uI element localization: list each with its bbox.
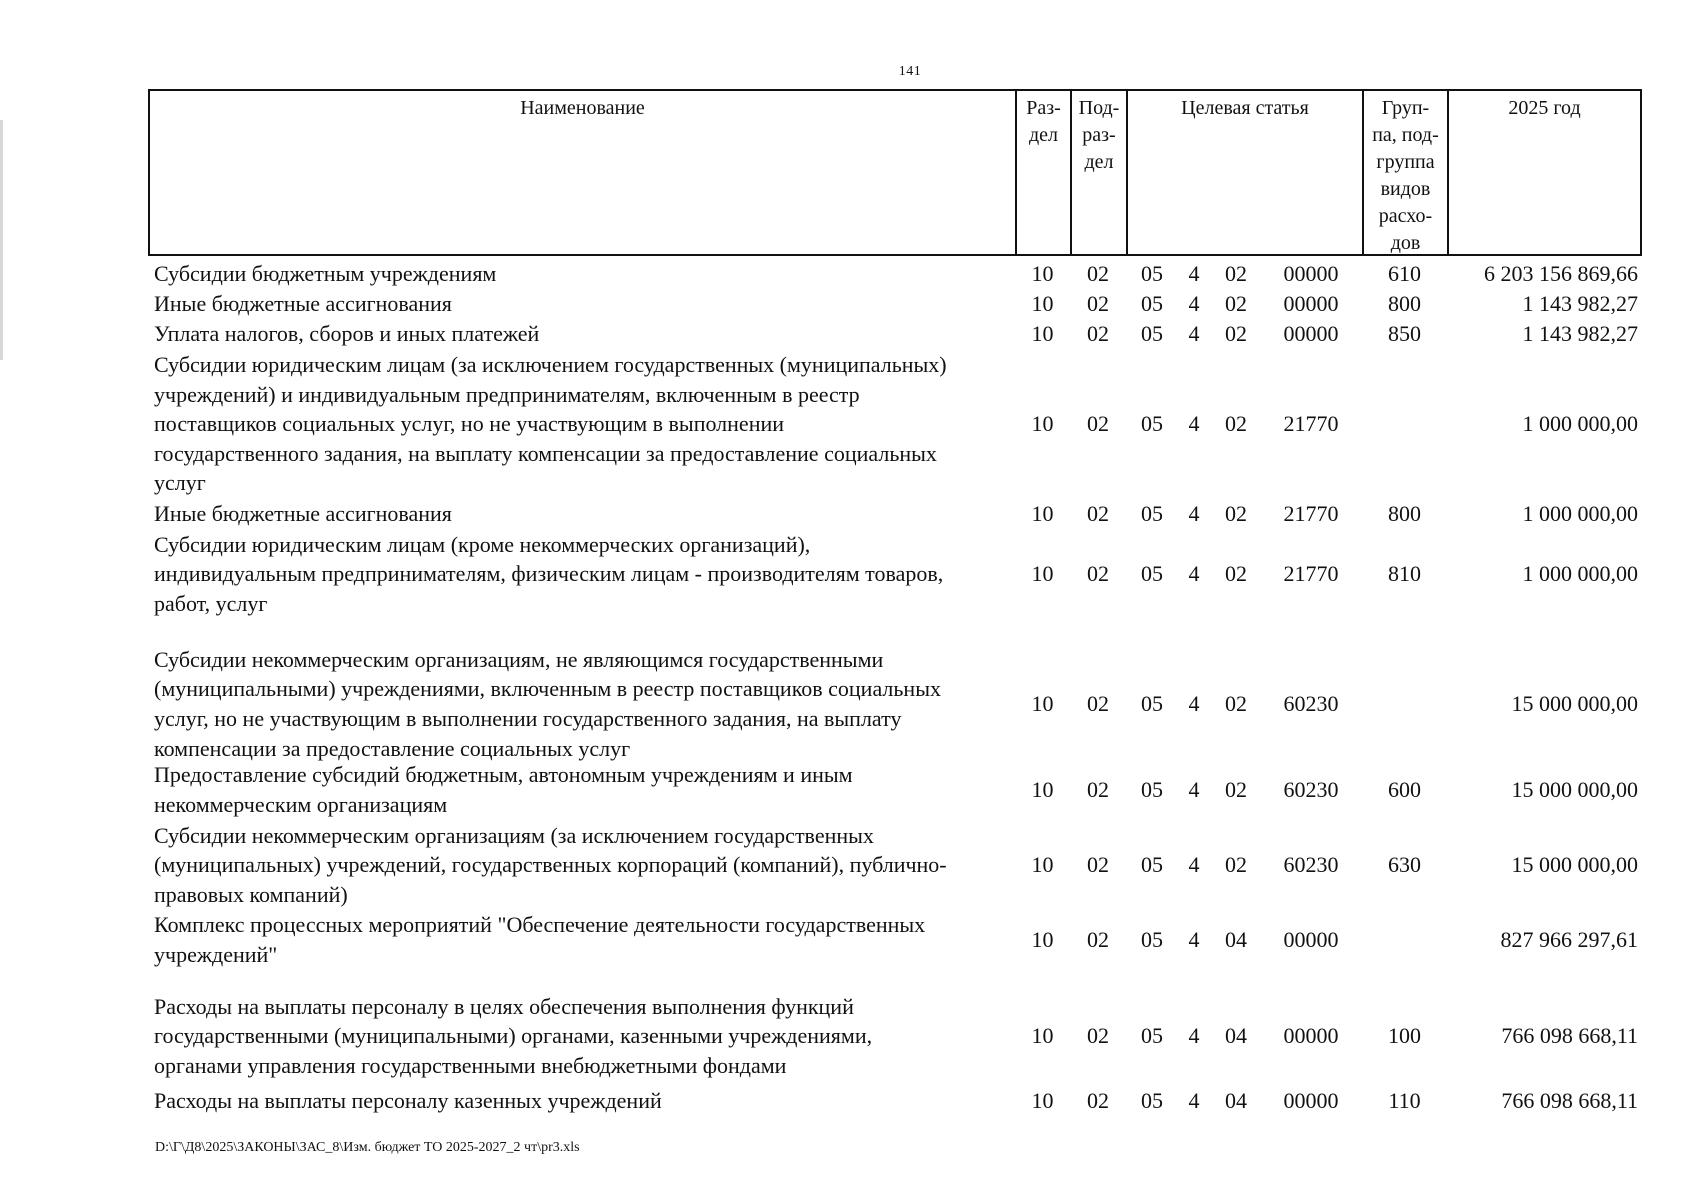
row-amount: 1 143 982,27 xyxy=(1522,291,1638,316)
row-amount: 15 000 000,00 xyxy=(1511,777,1638,802)
row-expense-group: 610 xyxy=(1388,261,1421,286)
header-group-line: Груп- xyxy=(1381,97,1430,119)
row-expense-group: 810 xyxy=(1388,561,1421,586)
header-group-line: па, под- xyxy=(1372,124,1439,146)
row-name xyxy=(154,319,1009,349)
row-razdel: 10 xyxy=(1031,1088,1054,1113)
row-expense-group: 800 xyxy=(1388,291,1421,316)
row-expense-group: 800 xyxy=(1388,501,1421,526)
row-name xyxy=(154,1083,1009,1119)
row-target-direction: 00000 xyxy=(1283,1023,1339,1048)
row-podrazdel: 02 xyxy=(1087,927,1109,952)
table-row xyxy=(148,319,1642,349)
footer-file-path: D:\Г\Д8\2025\ЗАКОНЫ\ЗАС_8\Изм. бюджет ТО 2025-2027_2 чт\pr3.xls xyxy=(155,1140,580,1155)
row-amount: 1 000 000,00 xyxy=(1522,411,1638,436)
row-target-type: 4 xyxy=(1188,411,1200,436)
row-razdel: 10 xyxy=(1031,501,1054,526)
row-target-type: 4 xyxy=(1188,777,1200,802)
row-name xyxy=(154,910,1009,970)
header-podrazdel-line: дел xyxy=(1084,151,1114,173)
row-target-complex: 02 xyxy=(1225,411,1247,436)
table-row xyxy=(148,259,1642,289)
row-razdel: 10 xyxy=(1031,261,1054,286)
row-razdel: 10 xyxy=(1031,291,1054,316)
row-name-line: некоммерческим организациям xyxy=(154,792,448,817)
row-target-program: 05 xyxy=(1141,291,1163,316)
row-podrazdel: 02 xyxy=(1087,1088,1109,1113)
header-podrazdel xyxy=(1072,91,1128,254)
row-target-direction: 00000 xyxy=(1283,1088,1339,1113)
row-name-line: государственного задания, на выплату компенсации за предоставление социальных xyxy=(154,440,937,466)
row-name xyxy=(154,629,1009,779)
row-name-line: услуг, но не участвующим в выполнении государственного задания, на выплату xyxy=(154,706,902,731)
row-target-direction: 00000 xyxy=(1283,291,1339,316)
row-target-direction: 21770 xyxy=(1283,501,1339,526)
row-name-line: Комплекс процессных мероприятий "Обеспечение деятельности государственных xyxy=(154,912,926,938)
row-name-line: Субсидии некоммерческим организациям (за исключением государственных xyxy=(154,822,874,848)
header-group-line: дов xyxy=(1390,232,1421,254)
row-razdel: 10 xyxy=(1031,852,1054,877)
header-year xyxy=(1449,91,1640,254)
row-amount: 6 203 156 869,66 xyxy=(1484,261,1638,286)
row-podrazdel: 02 xyxy=(1087,1023,1109,1048)
row-name-line: правовых компаний) xyxy=(154,881,348,907)
row-podrazdel: 02 xyxy=(1087,777,1109,802)
row-target-direction: 00000 xyxy=(1283,261,1339,286)
row-target-direction: 60230 xyxy=(1283,852,1339,877)
row-name xyxy=(154,499,1009,529)
row-target-complex: 02 xyxy=(1225,852,1247,877)
row-razdel: 10 xyxy=(1031,1023,1054,1048)
row-podrazdel: 02 xyxy=(1087,691,1109,716)
row-target-program: 05 xyxy=(1141,927,1163,952)
row-amount: 15 000 000,00 xyxy=(1511,852,1638,877)
row-name-line: компенсации за предоставление социальных услуг xyxy=(154,735,631,761)
table-row xyxy=(148,760,1642,820)
row-name-line: государственными (муниципальными) органами, казенными учреждениями, xyxy=(154,1023,873,1049)
row-target-type: 4 xyxy=(1188,852,1200,877)
row-target-type: 4 xyxy=(1188,927,1200,952)
row-podrazdel: 02 xyxy=(1087,291,1109,316)
row-target-type: 4 xyxy=(1188,501,1200,526)
row-target-direction: 60230 xyxy=(1283,691,1339,716)
row-expense-group: 600 xyxy=(1388,777,1421,802)
row-target-program: 05 xyxy=(1141,501,1163,526)
header-group xyxy=(1364,91,1449,254)
row-name-line: Иные бюджетные ассигнования xyxy=(154,501,452,527)
row-target-program: 05 xyxy=(1141,1023,1163,1048)
row-amount: 766 098 668,11 xyxy=(1501,1088,1638,1113)
row-target-direction: 21770 xyxy=(1283,411,1339,436)
row-name-line: услуг xyxy=(154,470,206,496)
row-razdel: 10 xyxy=(1031,561,1054,586)
row-name-line: Иные бюджетные ассигнования xyxy=(154,291,452,317)
row-razdel: 10 xyxy=(1031,927,1054,952)
row-target-program: 05 xyxy=(1141,321,1163,346)
row-podrazdel: 02 xyxy=(1087,501,1109,526)
row-name-line: Расходы на выплаты персоналу казенных учреждений xyxy=(154,1088,662,1114)
header-year-label: 2025 год xyxy=(1508,97,1581,119)
header-razdel-line: Раз- xyxy=(1026,97,1061,119)
row-expense-group: 100 xyxy=(1388,1023,1421,1048)
row-name xyxy=(154,349,1009,499)
row-target-type: 4 xyxy=(1188,261,1200,286)
row-target-type: 4 xyxy=(1188,291,1200,316)
header-group-line: группа xyxy=(1376,151,1435,173)
row-target-program: 05 xyxy=(1141,561,1163,586)
row-target-complex: 02 xyxy=(1225,561,1247,586)
table-row xyxy=(148,629,1642,779)
header-target-label: Целевая статья xyxy=(1181,97,1309,119)
table-header xyxy=(148,89,1642,256)
header-group-line: расхо- xyxy=(1378,205,1433,227)
row-target-complex: 02 xyxy=(1225,321,1247,346)
row-target-direction: 60230 xyxy=(1283,777,1339,802)
row-name-line: Субсидии некоммерческим организациям, не являющимся государственными xyxy=(154,646,884,672)
row-amount: 1 143 982,27 xyxy=(1522,321,1638,346)
row-expense-group: 850 xyxy=(1388,321,1421,346)
row-name-line: учреждений) и индивидуальным предпринимателям, включенным в реестр xyxy=(154,381,860,407)
row-amount: 766 098 668,11 xyxy=(1501,1023,1638,1048)
row-razdel: 10 xyxy=(1031,777,1054,802)
row-name-line: индивидуальным предпринимателям, физическим лицам - производителям товаров, xyxy=(154,561,944,587)
row-target-direction: 00000 xyxy=(1283,927,1339,952)
row-target-type: 4 xyxy=(1188,1088,1200,1113)
row-target-program: 05 xyxy=(1141,777,1163,802)
row-podrazdel: 02 xyxy=(1087,561,1109,586)
page-number: 141 xyxy=(898,64,922,79)
row-name xyxy=(154,529,1009,619)
header-name xyxy=(150,91,1017,254)
row-name-line: Расходы на выплаты персоналу в целях обеспечения выполнения функций xyxy=(154,993,854,1019)
row-name-line: (муниципальных) учреждений, государственных корпораций (компаний), публично- xyxy=(154,852,947,878)
row-target-type: 4 xyxy=(1188,1023,1200,1048)
row-name-line: органами управления государственными внебюджетными фондами xyxy=(154,1052,787,1078)
row-target-complex: 04 xyxy=(1225,927,1247,952)
row-podrazdel: 02 xyxy=(1087,321,1109,346)
row-target-complex: 02 xyxy=(1225,261,1247,286)
row-name xyxy=(154,760,1009,820)
row-target-type: 4 xyxy=(1188,691,1200,716)
row-name-line: Уплата налогов, сборов и иных платежей xyxy=(154,321,540,347)
row-target-direction: 21770 xyxy=(1283,561,1339,586)
row-name xyxy=(154,820,1009,910)
row-target-program: 05 xyxy=(1141,691,1163,716)
table-row xyxy=(148,289,1642,319)
row-name-line: работ, услуг xyxy=(154,590,268,616)
row-expense-group: 110 xyxy=(1388,1088,1421,1113)
row-razdel: 10 xyxy=(1031,321,1054,346)
header-podrazdel-line: раз- xyxy=(1082,124,1116,146)
table-row xyxy=(148,529,1642,619)
row-amount: 15 000 000,00 xyxy=(1511,691,1638,716)
row-podrazdel: 02 xyxy=(1087,411,1109,436)
table-row xyxy=(148,820,1642,910)
row-target-complex: 02 xyxy=(1225,291,1247,316)
table-row xyxy=(148,499,1642,529)
row-target-type: 4 xyxy=(1188,321,1200,346)
row-target-complex: 02 xyxy=(1225,691,1247,716)
header-razdel xyxy=(1017,91,1072,254)
row-name-line: Субсидии юридическим лицам (кроме некоммерческих организаций), xyxy=(154,531,811,557)
row-target-direction: 00000 xyxy=(1283,321,1339,346)
row-name xyxy=(154,289,1009,319)
row-podrazdel: 02 xyxy=(1087,852,1109,877)
row-target-type: 4 xyxy=(1188,561,1200,586)
row-name xyxy=(154,259,1009,289)
row-name-line: (муниципальными) учреждениями, включенным в реестр поставщиков социальных xyxy=(154,676,941,702)
row-target-program: 05 xyxy=(1141,852,1163,877)
row-expense-group: 630 xyxy=(1388,852,1421,877)
row-target-complex: 04 xyxy=(1225,1023,1247,1048)
table-row xyxy=(148,910,1642,970)
table-row xyxy=(148,349,1642,499)
header-razdel-line: дел xyxy=(1028,124,1059,146)
header-podrazdel-line: Под- xyxy=(1078,97,1120,119)
row-amount: 827 966 297,61 xyxy=(1500,927,1638,952)
row-target-complex: 04 xyxy=(1225,1088,1247,1113)
row-name-line: Субсидии юридическим лицам (за исключением государственных (муниципальных) xyxy=(154,352,947,378)
row-amount: 1 000 000,00 xyxy=(1522,561,1638,586)
row-target-program: 05 xyxy=(1141,1088,1163,1113)
row-podrazdel: 02 xyxy=(1087,261,1109,286)
row-amount: 1 000 000,00 xyxy=(1522,501,1638,526)
header-group-line: видов xyxy=(1380,178,1431,200)
header-name-label: Наименование xyxy=(520,97,645,119)
row-target-program: 05 xyxy=(1141,411,1163,436)
row-name xyxy=(154,981,1009,1091)
row-razdel: 10 xyxy=(1031,691,1054,716)
row-name-line: Предоставление субсидий бюджетным, автономным учреждениям и иным xyxy=(154,762,853,788)
row-name-line: учреждений" xyxy=(154,942,278,967)
row-target-program: 05 xyxy=(1141,261,1163,286)
header-target xyxy=(1128,91,1364,254)
row-name-line: Субсидии бюджетным учреждениям xyxy=(154,261,497,287)
table-row xyxy=(148,981,1642,1091)
row-target-complex: 02 xyxy=(1225,501,1247,526)
row-razdel: 10 xyxy=(1031,411,1054,436)
table-row xyxy=(148,1083,1642,1119)
row-name-line: поставщиков социальных услуг, но не участвующим в выполнении xyxy=(154,411,785,437)
scan-edge-mark xyxy=(0,120,3,360)
row-target-complex: 02 xyxy=(1225,777,1247,802)
